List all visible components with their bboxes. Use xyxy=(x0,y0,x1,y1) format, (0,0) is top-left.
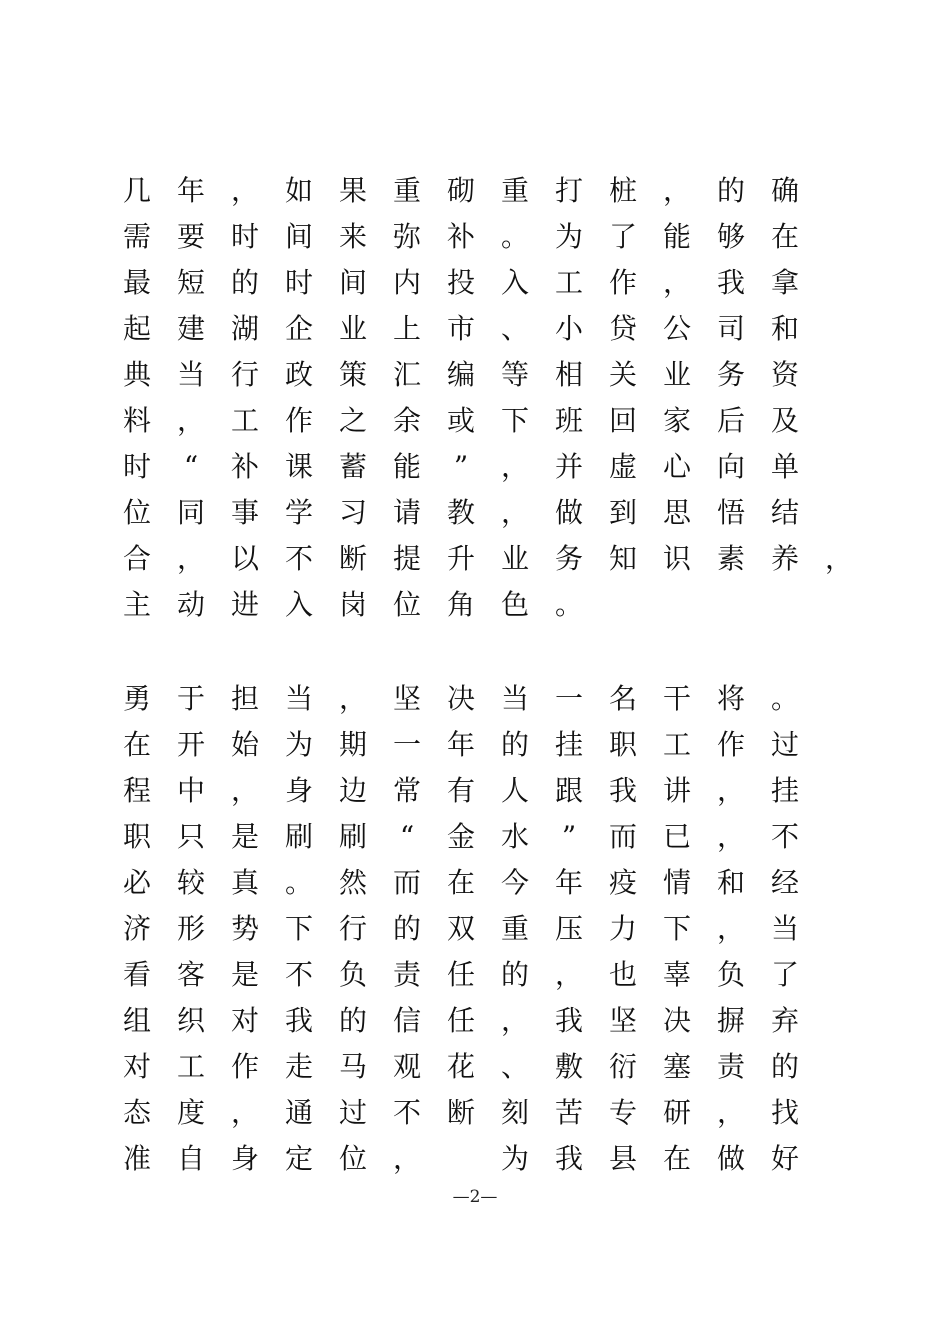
text-char: 织 xyxy=(176,1004,205,1037)
text-char: 边 xyxy=(338,774,367,807)
text-char: 弥 xyxy=(392,220,421,253)
text-char: 苦 xyxy=(554,1096,583,1129)
text-char: 以 xyxy=(230,542,259,575)
text-char: 单 xyxy=(770,450,799,483)
text-char: 作 xyxy=(230,1050,259,1083)
text-char: ， xyxy=(392,1142,421,1175)
text-char xyxy=(434,1139,488,1179)
text-char: 必 xyxy=(122,866,151,899)
text-char: 在 xyxy=(662,1142,691,1175)
text-char: 不 xyxy=(284,958,313,991)
text-line xyxy=(110,725,870,765)
text-char: 当 xyxy=(176,358,205,391)
text-char: 为 xyxy=(500,1142,529,1175)
text-char: 是 xyxy=(230,958,259,991)
text-char: 的 xyxy=(500,728,529,761)
text-char: ， xyxy=(824,542,853,575)
text-char: 或 xyxy=(446,404,475,437)
text-char: 挂 xyxy=(554,728,583,761)
text-line xyxy=(110,1139,870,1179)
text-char: 、 xyxy=(500,1050,529,1083)
text-char: 编 xyxy=(446,358,475,391)
text-char: 政 xyxy=(284,358,313,391)
text-char: 过 xyxy=(770,728,799,761)
text-char: ， xyxy=(230,774,259,807)
text-char: 时 xyxy=(284,266,313,299)
text-char: 断 xyxy=(446,1096,475,1129)
text-char: 行 xyxy=(230,358,259,391)
text-char: 补 xyxy=(230,450,259,483)
text-char: 干 xyxy=(662,682,691,715)
text-char: 做 xyxy=(716,1142,745,1175)
text-char: 然 xyxy=(338,866,367,899)
text-char: 作 xyxy=(716,728,745,761)
text-char: 桩 xyxy=(608,174,637,207)
text-char: 也 xyxy=(608,958,637,991)
text-char: 不 xyxy=(770,820,799,853)
text-char: 客 xyxy=(176,958,205,991)
text-char: 的 xyxy=(500,958,529,991)
text-char: 到 xyxy=(608,496,637,529)
text-char: ， xyxy=(662,174,691,207)
text-char: 工 xyxy=(554,266,583,299)
text-char: 重 xyxy=(500,912,529,945)
text-char: 年 xyxy=(554,866,583,899)
text-char: 决 xyxy=(662,1004,691,1037)
text-char: 位 xyxy=(392,588,421,621)
text-char: 作 xyxy=(608,266,637,299)
text-char: 汇 xyxy=(392,358,421,391)
text-char: 做 xyxy=(554,496,583,529)
text-char: 挂 xyxy=(770,774,799,807)
text-char: 我 xyxy=(608,774,637,807)
text-char: 作 xyxy=(284,404,313,437)
text-line xyxy=(110,817,870,857)
text-char: 业 xyxy=(500,542,529,575)
text-char: 好 xyxy=(770,1142,799,1175)
text-char: 刷 xyxy=(284,820,313,853)
text-line xyxy=(110,263,870,303)
text-char: 重 xyxy=(500,174,529,207)
text-char: ， xyxy=(716,774,745,807)
text-char: 。 xyxy=(284,866,313,899)
text-char: ， xyxy=(500,450,529,483)
text-char: 了 xyxy=(770,958,799,991)
text-char: 砌 xyxy=(446,174,475,207)
text-char: 讲 xyxy=(662,774,691,807)
text-char: 、 xyxy=(500,312,529,345)
text-char: 向 xyxy=(716,450,745,483)
text-char: 间 xyxy=(338,266,367,299)
text-char: ” xyxy=(561,820,577,853)
text-char: 关 xyxy=(608,358,637,391)
text-char: “ xyxy=(399,820,415,853)
text-char: 内 xyxy=(392,266,421,299)
text-char: 准 xyxy=(122,1142,151,1175)
text-char: 当 xyxy=(284,682,313,715)
text-char: 研 xyxy=(662,1096,691,1129)
text-char: 。 xyxy=(770,682,799,715)
text-char: 班 xyxy=(554,404,583,437)
text-char: 将 xyxy=(716,682,745,715)
text-char: 的 xyxy=(716,174,745,207)
text-char: 身 xyxy=(230,1142,259,1175)
text-line xyxy=(110,771,870,811)
text-char: 课 xyxy=(284,450,313,483)
text-char: 勇 xyxy=(122,682,151,715)
text-char: 刻 xyxy=(500,1096,529,1129)
text-line xyxy=(110,1093,870,1133)
text-char: ， xyxy=(230,174,259,207)
text-char: “ xyxy=(183,450,199,483)
text-char: 金 xyxy=(446,820,475,853)
text-char: 走 xyxy=(284,1050,313,1083)
text-char: 上 xyxy=(392,312,421,345)
text-char: 如 xyxy=(284,174,313,207)
text-char: 真 xyxy=(230,866,259,899)
text-char: 一 xyxy=(392,728,421,761)
text-line xyxy=(110,679,870,719)
text-char: 职 xyxy=(122,820,151,853)
text-char: 自 xyxy=(176,1142,205,1175)
text-char: 余 xyxy=(392,404,421,437)
text-char: 后 xyxy=(716,404,745,437)
text-char: 年 xyxy=(176,174,205,207)
text-char: 工 xyxy=(230,404,259,437)
text-char: 要 xyxy=(176,220,205,253)
text-char: 建 xyxy=(176,312,205,345)
text-char: 的 xyxy=(338,1004,367,1037)
text-char: 素 xyxy=(716,542,745,575)
text-char: 决 xyxy=(446,682,475,715)
text-char: 负 xyxy=(338,958,367,991)
text-char: 组 xyxy=(122,1004,151,1037)
text-char: 业 xyxy=(662,358,691,391)
text-char: 已 xyxy=(662,820,691,853)
text-line xyxy=(110,585,870,625)
text-char: 学 xyxy=(284,496,313,529)
text-char: 经 xyxy=(770,866,799,899)
text-char: 对 xyxy=(230,1004,259,1037)
text-char: 我 xyxy=(716,266,745,299)
text-char: 我 xyxy=(554,1004,583,1037)
text-char: 年 xyxy=(446,728,475,761)
text-char: 一 xyxy=(554,682,583,715)
text-char: 同 xyxy=(176,496,205,529)
text-line xyxy=(110,909,870,949)
text-char: ， xyxy=(500,1004,529,1037)
text-char: 资 xyxy=(770,358,799,391)
text-char: 水 xyxy=(500,820,529,853)
page-number: —2— xyxy=(452,1187,498,1207)
text-char: 合 xyxy=(122,542,151,575)
text-char: 在 xyxy=(122,728,151,761)
text-char: ， xyxy=(662,266,691,299)
text-char: 期 xyxy=(338,728,367,761)
text-char: 的 xyxy=(392,912,421,945)
text-char: 而 xyxy=(608,820,637,853)
text-char: 坚 xyxy=(392,682,421,715)
text-char: 信 xyxy=(392,1004,421,1037)
text-char: 请 xyxy=(392,496,421,529)
text-char: 能 xyxy=(392,450,421,483)
text-char: 中 xyxy=(176,774,205,807)
text-char: 衍 xyxy=(608,1050,637,1083)
text-char: 今 xyxy=(500,866,529,899)
text-char: 任 xyxy=(446,958,475,991)
text-char: 看 xyxy=(122,958,151,991)
text-char: 结 xyxy=(770,496,799,529)
text-char: 为 xyxy=(554,220,583,253)
text-char: 识 xyxy=(662,542,691,575)
text-char: 县 xyxy=(608,1142,637,1175)
text-char: 常 xyxy=(392,774,421,807)
text-line xyxy=(110,539,870,579)
text-char: 开 xyxy=(176,728,205,761)
text-char: 力 xyxy=(608,912,637,945)
text-char: 只 xyxy=(176,820,205,853)
text-char: 定 xyxy=(284,1142,313,1175)
text-char: 升 xyxy=(446,542,475,575)
text-char: 时 xyxy=(230,220,259,253)
text-char: ， xyxy=(716,1096,745,1129)
text-char: 通 xyxy=(284,1096,313,1129)
text-line xyxy=(110,309,870,349)
text-char: 弃 xyxy=(770,1004,799,1037)
text-char: 在 xyxy=(446,866,475,899)
text-char: 果 xyxy=(338,174,367,207)
text-char: 够 xyxy=(716,220,745,253)
text-char: 入 xyxy=(284,588,313,621)
text-char: 花 xyxy=(446,1050,475,1083)
text-char: 坚 xyxy=(608,1004,637,1037)
text-char: 等 xyxy=(500,358,529,391)
text-char: 不 xyxy=(284,542,313,575)
text-char: 下 xyxy=(662,912,691,945)
text-char: 典 xyxy=(122,358,151,391)
text-char: 主 xyxy=(122,588,151,621)
text-char: 确 xyxy=(770,174,799,207)
text-char: 时 xyxy=(122,450,151,483)
text-char: 下 xyxy=(284,912,313,945)
text-char: 起 xyxy=(122,312,151,345)
text-char: 身 xyxy=(284,774,313,807)
text-char: 了 xyxy=(608,220,637,253)
text-line xyxy=(110,1047,870,1087)
text-char: 职 xyxy=(608,728,637,761)
text-char: 企 xyxy=(284,312,313,345)
text-char: 较 xyxy=(176,866,205,899)
text-char: ” xyxy=(453,450,469,483)
text-char: 家 xyxy=(662,404,691,437)
text-char: 岗 xyxy=(338,588,367,621)
text-char: 位 xyxy=(122,496,151,529)
text-char: 短 xyxy=(176,266,205,299)
text-line xyxy=(110,401,870,441)
text-char: 提 xyxy=(392,542,421,575)
text-char: 位 xyxy=(338,1142,367,1175)
text-char: 始 xyxy=(230,728,259,761)
text-char: 度 xyxy=(176,1096,205,1129)
text-char: 及 xyxy=(770,404,799,437)
text-char: 业 xyxy=(338,312,367,345)
text-char: 马 xyxy=(338,1050,367,1083)
text-char: 养 xyxy=(770,542,799,575)
text-char: 。 xyxy=(500,220,529,253)
text-char: 最 xyxy=(122,266,151,299)
text-line xyxy=(110,171,870,211)
text-char: 任 xyxy=(446,1004,475,1037)
text-line xyxy=(110,955,870,995)
text-char: 有 xyxy=(446,774,475,807)
text-char: 虚 xyxy=(608,450,637,483)
text-char: 公 xyxy=(662,312,691,345)
text-char: 心 xyxy=(662,450,691,483)
text-char: 压 xyxy=(554,912,583,945)
text-char: 过 xyxy=(338,1096,367,1129)
text-char: 需 xyxy=(122,220,151,253)
text-char: 责 xyxy=(392,958,421,991)
text-char: 进 xyxy=(230,588,259,621)
text-char: 在 xyxy=(770,220,799,253)
text-char: 当 xyxy=(500,682,529,715)
text-char: 于 xyxy=(176,682,205,715)
text-char: 断 xyxy=(338,542,367,575)
text-char: 对 xyxy=(122,1050,151,1083)
text-char: 跟 xyxy=(554,774,583,807)
text-char: 之 xyxy=(338,404,367,437)
text-char: 工 xyxy=(662,728,691,761)
text-char: 工 xyxy=(176,1050,205,1083)
text-char: 不 xyxy=(392,1096,421,1129)
text-char: 贷 xyxy=(608,312,637,345)
text-char: 蓄 xyxy=(338,450,367,483)
text-char: 务 xyxy=(554,542,583,575)
text-char: 间 xyxy=(284,220,313,253)
text-char: 当 xyxy=(770,912,799,945)
text-char: 小 xyxy=(554,312,583,345)
text-char: 教 xyxy=(446,496,475,529)
text-char: 事 xyxy=(230,496,259,529)
text-char: 担 xyxy=(230,682,259,715)
text-char: 拿 xyxy=(770,266,799,299)
text-char: 塞 xyxy=(662,1050,691,1083)
text-char: 形 xyxy=(176,912,205,945)
text-char: 动 xyxy=(176,588,205,621)
text-char: 回 xyxy=(608,404,637,437)
text-char: 悟 xyxy=(716,496,745,529)
text-char: 济 xyxy=(122,912,151,945)
text-char: 并 xyxy=(554,450,583,483)
text-char: 观 xyxy=(392,1050,421,1083)
text-char: 双 xyxy=(446,912,475,945)
text-line xyxy=(110,493,870,533)
text-char: 知 xyxy=(608,542,637,575)
text-char: ， xyxy=(176,404,205,437)
text-char: 和 xyxy=(770,312,799,345)
text-char: 疫 xyxy=(608,866,637,899)
text-char: ， xyxy=(338,682,367,715)
text-char: 的 xyxy=(230,266,259,299)
text-char: 能 xyxy=(662,220,691,253)
text-char: 名 xyxy=(608,682,637,715)
text-char: 找 xyxy=(770,1096,799,1129)
text-char: 是 xyxy=(230,820,259,853)
text-char: 相 xyxy=(554,358,583,391)
text-char: 下 xyxy=(500,404,529,437)
text-char: 而 xyxy=(392,866,421,899)
text-char: 市 xyxy=(446,312,475,345)
text-char: ， xyxy=(554,958,583,991)
text-char: 几 xyxy=(122,174,151,207)
text-char: ， xyxy=(176,542,205,575)
text-char: 务 xyxy=(716,358,745,391)
text-char: 势 xyxy=(230,912,259,945)
text-char: 料 xyxy=(122,404,151,437)
text-char: 的 xyxy=(770,1050,799,1083)
text-char: 态 xyxy=(122,1096,151,1129)
text-char: 打 xyxy=(554,174,583,207)
text-char: 敷 xyxy=(554,1050,583,1083)
text-char: 负 xyxy=(716,958,745,991)
text-char: 为 xyxy=(284,728,313,761)
text-line xyxy=(110,1001,870,1041)
text-char: 人 xyxy=(500,774,529,807)
text-char: 角 xyxy=(446,588,475,621)
text-char: 湖 xyxy=(230,312,259,345)
text-char: ， xyxy=(500,496,529,529)
text-char: ， xyxy=(716,912,745,945)
text-line xyxy=(110,355,870,395)
text-char: 司 xyxy=(716,312,745,345)
text-char: 。 xyxy=(554,588,583,621)
text-char: 专 xyxy=(608,1096,637,1129)
text-char: 行 xyxy=(338,912,367,945)
text-char: 和 xyxy=(716,866,745,899)
text-char: 补 xyxy=(446,220,475,253)
text-char: 辜 xyxy=(662,958,691,991)
text-char: 摒 xyxy=(716,1004,745,1037)
text-line xyxy=(110,863,870,903)
text-char: 我 xyxy=(554,1142,583,1175)
text-char: 刷 xyxy=(338,820,367,853)
text-char: 入 xyxy=(500,266,529,299)
text-line xyxy=(110,217,870,257)
text-char: 策 xyxy=(338,358,367,391)
text-char: ， xyxy=(716,820,745,853)
text-char: 习 xyxy=(338,496,367,529)
text-char: 思 xyxy=(662,496,691,529)
text-char: 情 xyxy=(662,866,691,899)
text-char: 来 xyxy=(338,220,367,253)
text-char: 重 xyxy=(392,174,421,207)
text-char: ， xyxy=(230,1096,259,1129)
text-char: 我 xyxy=(284,1004,313,1037)
text-char: 投 xyxy=(446,266,475,299)
text-char: 程 xyxy=(122,774,151,807)
text-char: 色 xyxy=(500,588,529,621)
text-line xyxy=(110,447,870,487)
text-char: 责 xyxy=(716,1050,745,1083)
